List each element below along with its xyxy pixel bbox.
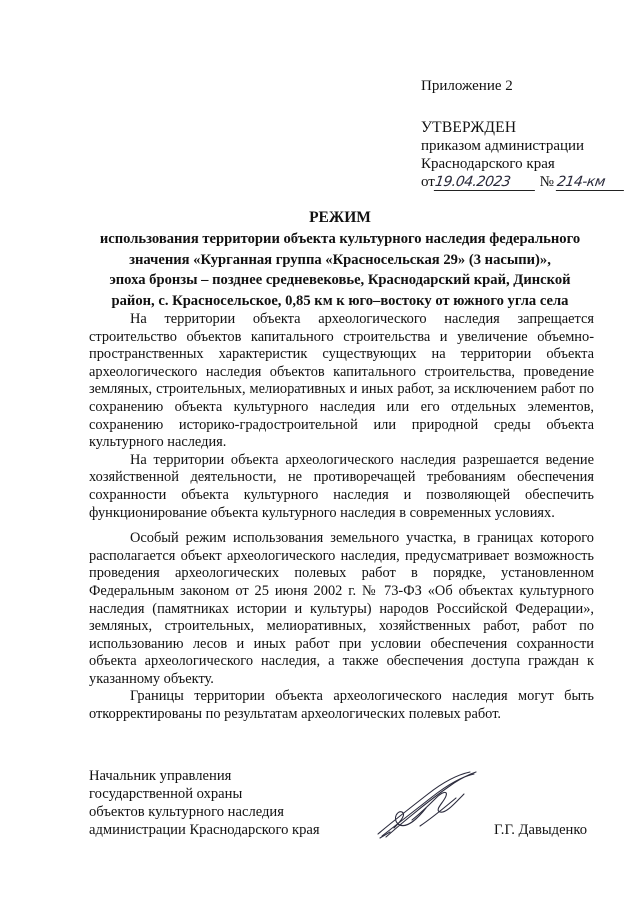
title-line-3: эпоха бронзы – позднее средневековье, Краснодарский край, Динской [109, 272, 571, 289]
title-line-1: использования территории объекта культурного наследия федерального [99, 231, 581, 247]
title-line-4: район, с. Красносельское, 0,85 км к юго–востоку от южного угла села [111, 292, 569, 309]
approval-stamp [421, 119, 631, 191]
signer-position-line-2: государственной охраны [89, 786, 243, 802]
title-main: РЕЖИМ [309, 209, 371, 226]
document-title [60, 209, 620, 311]
date-prefix: от [421, 174, 435, 190]
document-body [89, 311, 594, 724]
signer-position [89, 767, 320, 839]
approved-heading: УТВЕРЖДЕН [421, 119, 517, 136]
handwritten-date: 19.04.2023 [434, 174, 537, 191]
paragraph-boundaries: Границы территории объекта археологического наследия могут быть откорректированы по результатам археологических полевых работ. [89, 688, 594, 723]
number-sign: № [539, 174, 554, 190]
signer-position-line-4: администрации Краснодарского края [89, 822, 320, 838]
paragraph-permissions: На территории объекта археологического наследия разрешается ведение хозяйственной деятельности, не противоречащей требованиям обеспечения сохранности объекта культурного наследия и позволяющей обеспечить функционирование объекта культурного наследия в современных условиях. [89, 451, 594, 521]
order-date-line [421, 173, 631, 191]
signer-name: Г.Г. Давыденко [494, 822, 588, 838]
signer-position-line-1: Начальник управления [89, 768, 232, 784]
handwritten-number: 214-км [556, 174, 626, 191]
paragraph-special-regime: Особый режим использования земельного участка, в границах которого располагается объект археологического наследия, предусматривает возможность проведения археологических полевых работ в порядке, установленном Федеральным законом от 25 июня 2002 г. № 73-ФЗ «Об объектах культурного наследия (памятниках истории и культуры) народов Российской Федерации», земляных, строительных, мелиоративных, хозяйственных работ, работ по использованию лесов и иных работ при условии обеспечения сохранности объекта археологического наследия, а также обеспечения доступа граждан к указанному объекту. [89, 530, 594, 687]
approved-by-line-1: приказом администрации [421, 138, 585, 154]
signer-position-line-3: объектов культурного наследия [89, 804, 284, 820]
approved-by-line-2: Краснодарского края [421, 156, 555, 172]
title-line-2: значения «Курганная группа «Красносельская 29» (3 насыпи)», [129, 251, 551, 268]
appendix-label: Приложение 2 [421, 78, 513, 94]
handwritten-signature [372, 768, 482, 840]
paragraph-prohibitions: На территории объекта археологического наследия запрещается строительство объектов капитального строительства и увеличение объемно-пространственных характеристик существующих на территории объекта археологического наследия объектов капитального строительства, проведение земляных, строительных, мелиоративных и иных работ, за исключением работ по сохранению объекта культурного наследия или его отдельных элементов, сохранению историко-градостроительной или природной среды объекта культурного наследия. [89, 311, 594, 451]
